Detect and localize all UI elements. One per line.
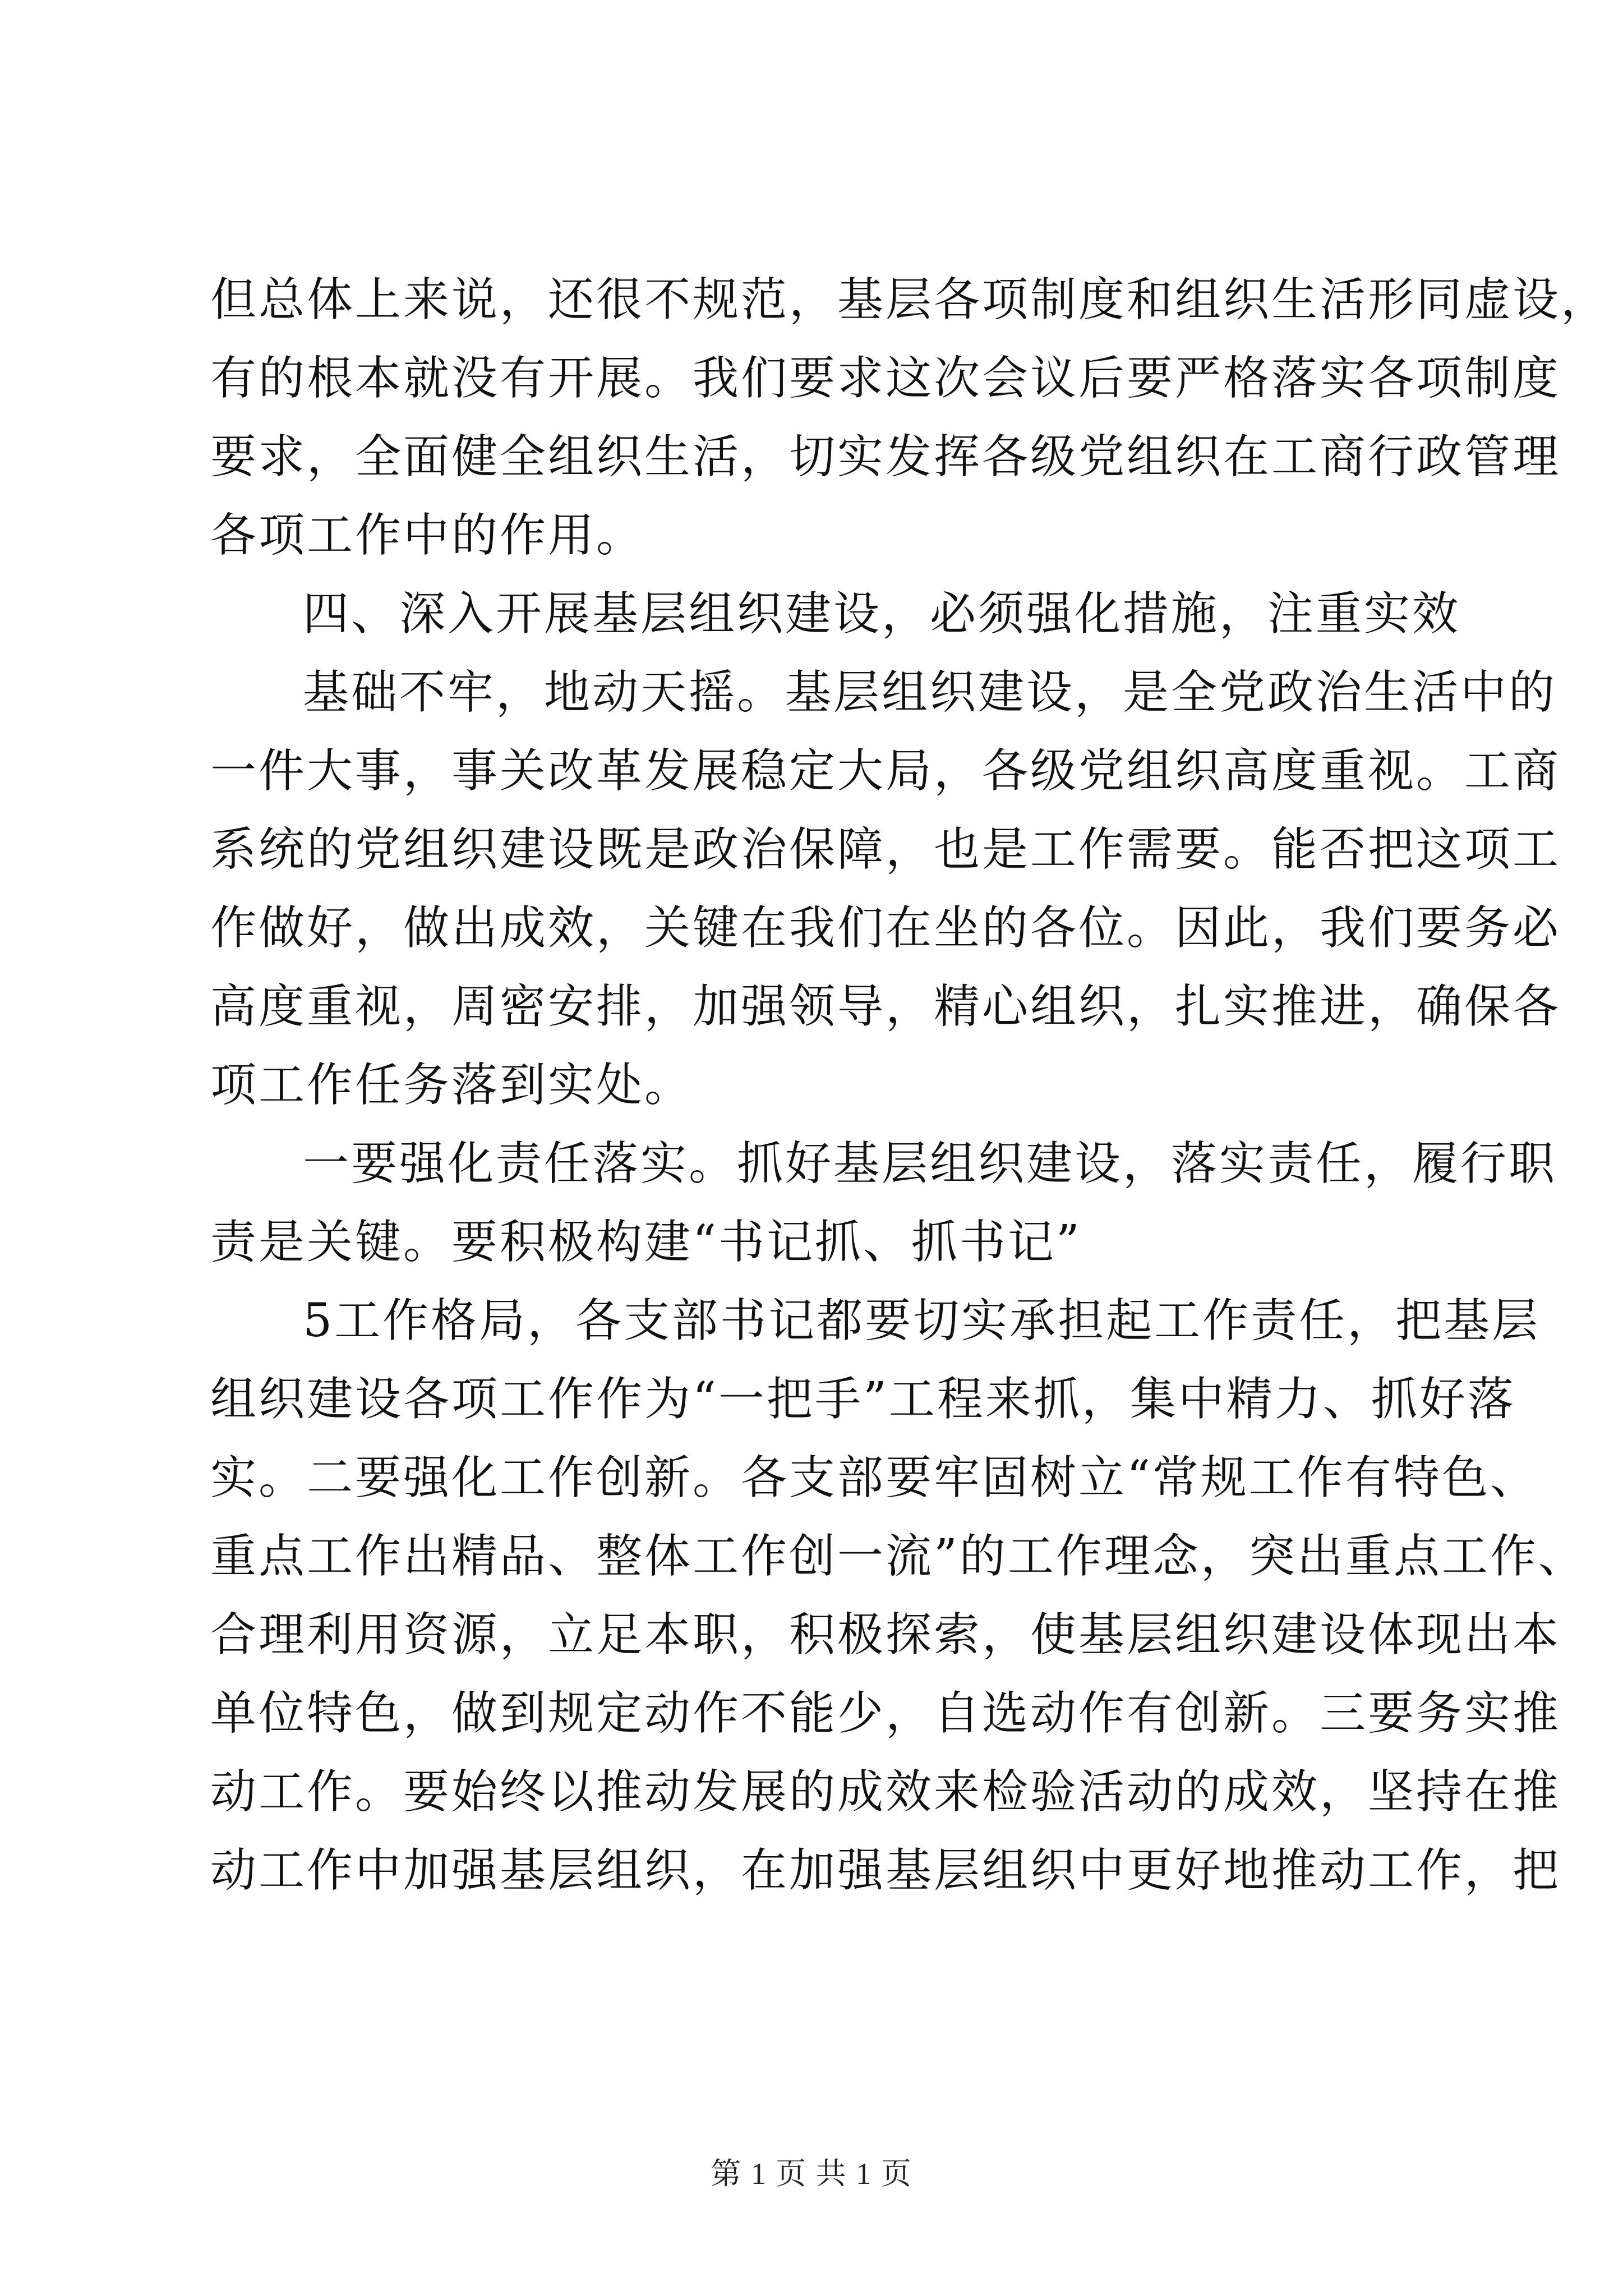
body-text-line: 一件大事，事关改革发展稳定大局，各级党组织高度重视。工商 xyxy=(210,744,1561,798)
body-text-line: 单位特色，做到规定动作不能少，自选动作有创新。三要务实推 xyxy=(210,1687,1561,1740)
body-text-line: 作做好，做出成效，关键在我们在坐的各位。因此，我们要务必 xyxy=(210,901,1561,955)
body-text-line: 重点工作出精品、整体工作创一流”的工作理念，突出重点工作、 xyxy=(210,1530,1587,1583)
body-text-line: 组织建设各项工作作为“一把手”工程来抓，集中精力、抓好落 xyxy=(210,1373,1516,1426)
body-text-line: 各项工作中的作用。 xyxy=(210,509,645,562)
body-text-line: 实。二要强化工作创新。各支部要牢固树立“常规工作有特色、 xyxy=(210,1451,1538,1504)
section-heading: 四、深入开展基层组织建设，必须强化措施，注重实效 xyxy=(303,587,1461,641)
body-text-line: 责是关键。要积极构建“书记抓、抓书记” xyxy=(210,1216,1082,1269)
paragraph-first-line: 基础不牢，地动天摇。基层组织建设，是全党政治生活中的 xyxy=(303,666,1557,719)
paragraph-first-line: 5工作格局，各支部书记都要切实承担起工作责任，把基层 xyxy=(303,1294,1541,1347)
body-text-line: 系统的党组织建设既是政治保障，也是工作需要。能否把这项工 xyxy=(210,823,1561,876)
body-text-line: 要求，全面健全组织生活，切实发挥各级党组织在工商行政管理 xyxy=(210,430,1561,484)
body-text-line: 高度重视，周密安排，加强领导，精心组织，扎实推进，确保各 xyxy=(210,980,1561,1033)
body-text-line: 合理利用资源，立足本职，积极探索，使基层组织建设体现出本 xyxy=(210,1608,1561,1662)
page-number-footer: 第 1 页 共 1 页 xyxy=(711,2157,912,2191)
paragraph-first-line: 一要强化责任落实。抓好基层组织建设，落实责任，履行职 xyxy=(303,1137,1557,1190)
body-text-line: 有的根本就没有开展。我们要求这次会议后要严格落实各项制度 xyxy=(210,352,1561,405)
body-text-line: 但总体上来说，还很不规范，基层各项制度和组织生活形同虚设， xyxy=(210,273,1610,326)
body-text-line: 动工作中加强基层组织，在加强基层组织中更好地推动工作，把 xyxy=(210,1844,1561,1897)
body-text-line: 项工作任务落到实处。 xyxy=(210,1059,693,1112)
body-text-line: 动工作。要始终以推动发展的成效来检验活动的成效，坚持在推 xyxy=(210,1765,1561,1819)
